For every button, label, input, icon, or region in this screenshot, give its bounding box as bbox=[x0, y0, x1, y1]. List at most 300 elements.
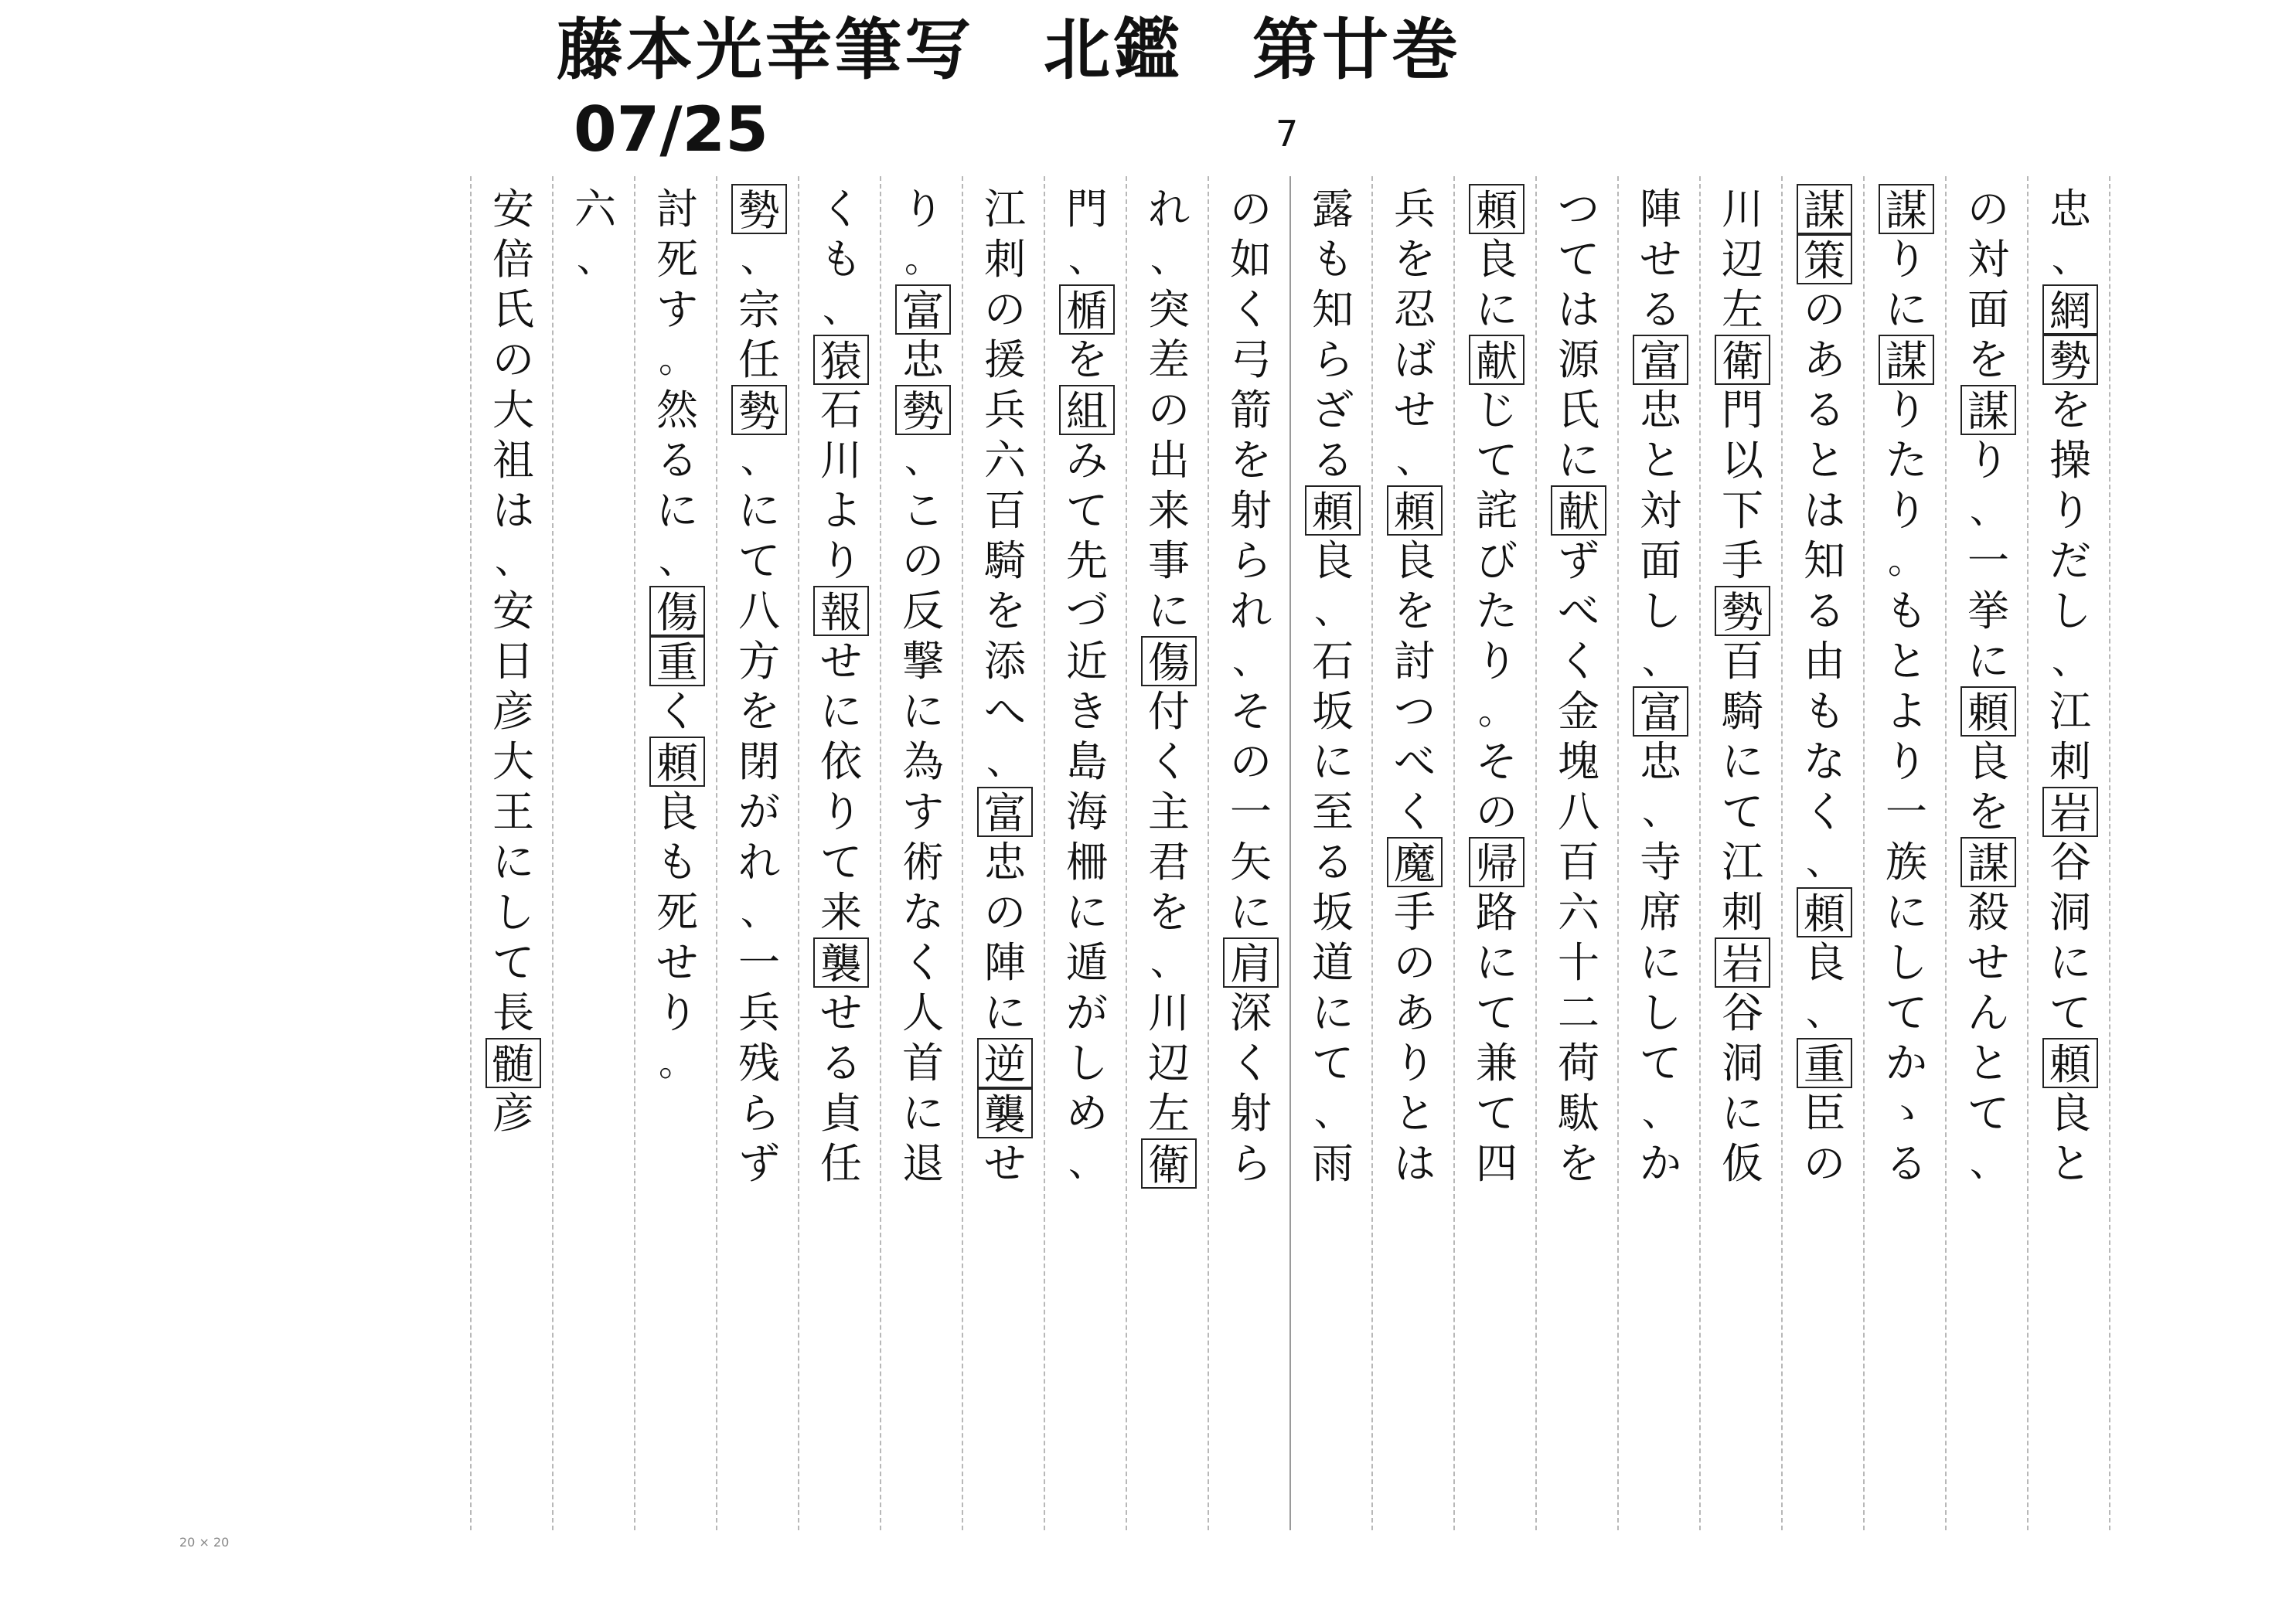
manuscript-character: し bbox=[1640, 587, 1681, 635]
center-fold-line bbox=[1289, 176, 1291, 1530]
manuscript-character: せ bbox=[1967, 938, 2009, 987]
manuscript-character: く bbox=[656, 687, 698, 736]
manuscript-character: 死 bbox=[656, 235, 698, 284]
manuscript-character: 組 bbox=[1059, 385, 1115, 435]
manuscript-character: 、 bbox=[822, 288, 860, 331]
manuscript-character: り bbox=[902, 185, 944, 233]
manuscript-character: の bbox=[1230, 737, 1272, 786]
manuscript-character: く bbox=[1230, 1039, 1272, 1087]
manuscript-column bbox=[1712, 184, 1773, 1529]
manuscript-character: 付 bbox=[1148, 687, 1190, 736]
manuscript-character: 富 bbox=[1633, 335, 1688, 385]
manuscript-character: て bbox=[1886, 988, 1927, 1037]
manuscript-character: 六 bbox=[574, 185, 616, 233]
column-guide-line bbox=[552, 176, 554, 1530]
manuscript-character: 十 bbox=[1558, 938, 1599, 987]
manuscript-character: た bbox=[1476, 587, 1518, 635]
manuscript-character: り bbox=[1476, 637, 1518, 686]
manuscript-character: 、 bbox=[1805, 991, 1843, 1034]
manuscript-character: が bbox=[1066, 988, 1108, 1037]
manuscript-character: 謀 bbox=[1879, 184, 1934, 234]
manuscript-character: 術 bbox=[902, 838, 944, 886]
manuscript-character: 、 bbox=[1641, 639, 1679, 682]
manuscript-character: と bbox=[1967, 1039, 2009, 1087]
manuscript-character: 陣 bbox=[984, 938, 1026, 987]
manuscript-character: 洞 bbox=[2049, 888, 2091, 937]
manuscript-character: に bbox=[1886, 285, 1927, 334]
manuscript-character: ざ bbox=[1312, 386, 1354, 434]
manuscript-column bbox=[1548, 184, 1610, 1529]
manuscript-character: 寺 bbox=[1640, 838, 1681, 886]
manuscript-character: 手 bbox=[1394, 888, 1436, 937]
manuscript-character: く bbox=[1230, 285, 1272, 334]
manuscript-character: を bbox=[2049, 386, 2091, 434]
manuscript-character: 日 bbox=[492, 637, 534, 686]
manuscript-character: ず bbox=[738, 1139, 780, 1188]
column-guide-line bbox=[1781, 176, 1783, 1530]
manuscript-character: も bbox=[820, 235, 862, 284]
manuscript-character: に bbox=[984, 988, 1026, 1037]
manuscript-character: に bbox=[1722, 737, 1763, 786]
manuscript-character: た bbox=[1886, 436, 1927, 485]
document-title: 藤本光幸筆写 北鑑 第廿巻 bbox=[557, 12, 1461, 89]
manuscript-character: 、 bbox=[1150, 237, 1187, 281]
manuscript-character: 対 bbox=[1967, 235, 2009, 284]
manuscript-character: じ bbox=[1476, 386, 1518, 434]
manuscript-character: 王 bbox=[492, 788, 534, 836]
manuscript-character: 衛 bbox=[1141, 1138, 1197, 1189]
manuscript-character: の bbox=[902, 536, 944, 585]
manuscript-column bbox=[2039, 184, 2101, 1529]
manuscript-character: 人 bbox=[902, 988, 944, 1037]
manuscript-character: 来 bbox=[1148, 486, 1190, 535]
manuscript-character: に bbox=[1476, 285, 1518, 334]
manuscript-column bbox=[1794, 184, 1855, 1529]
manuscript-character: 討 bbox=[656, 185, 698, 233]
column-guide-line bbox=[1126, 176, 1127, 1530]
manuscript-character: 、 bbox=[1395, 438, 1433, 481]
manuscript-character: づ bbox=[1066, 587, 1108, 635]
manuscript-character: 兵 bbox=[738, 988, 780, 1037]
column-guide-line bbox=[798, 176, 799, 1530]
manuscript-character: 。 bbox=[1477, 689, 1515, 733]
manuscript-character: 勢 bbox=[2042, 335, 2098, 385]
manuscript-character: り bbox=[656, 988, 698, 1037]
manuscript-character: 兵 bbox=[1394, 185, 1436, 233]
column-guide-line bbox=[1945, 176, 1947, 1530]
manuscript-character: る bbox=[1804, 587, 1845, 635]
manuscript-character: 騎 bbox=[984, 536, 1026, 585]
column-guide-line bbox=[1863, 176, 1865, 1530]
manuscript-character: ん bbox=[1967, 988, 2009, 1037]
manuscript-character: れ bbox=[1230, 587, 1272, 635]
manuscript-character: せ bbox=[820, 637, 862, 686]
manuscript-character: 一 bbox=[738, 938, 780, 987]
manuscript-character: 洞 bbox=[1722, 1039, 1763, 1087]
manuscript-character: る bbox=[1886, 1139, 1927, 1188]
manuscript-character: の bbox=[492, 335, 534, 384]
manuscript-character: を bbox=[738, 687, 780, 736]
manuscript-character: 猿 bbox=[813, 335, 869, 385]
manuscript-character: 、 bbox=[1969, 1142, 2007, 1185]
manuscript-character: 、 bbox=[904, 438, 942, 481]
manuscript-character: に bbox=[1967, 637, 2009, 686]
manuscript-character: 六 bbox=[984, 436, 1026, 485]
manuscript-character: 四 bbox=[1476, 1139, 1518, 1188]
manuscript-character: を bbox=[984, 587, 1026, 635]
manuscript-character: 、 bbox=[2051, 639, 2089, 682]
manuscript-character: 。 bbox=[1887, 539, 1925, 582]
manuscript-character: 、 bbox=[1641, 790, 1679, 833]
manuscript-character: 良 bbox=[1967, 737, 2009, 786]
manuscript-character: 、 bbox=[1313, 1091, 1351, 1135]
manuscript-character: 矢 bbox=[1230, 838, 1272, 886]
manuscript-character: 由 bbox=[1804, 637, 1845, 686]
manuscript-character: 、 bbox=[576, 237, 614, 281]
manuscript-character: 谷 bbox=[1722, 988, 1763, 1037]
manuscript-character: に bbox=[1640, 938, 1681, 987]
manuscript-character: 面 bbox=[1640, 536, 1681, 585]
manuscript-character: 駄 bbox=[1558, 1089, 1599, 1138]
manuscript-character: 金 bbox=[1558, 687, 1599, 736]
manuscript-character: 六 bbox=[1558, 888, 1599, 937]
manuscript-character: 弓 bbox=[1230, 335, 1272, 384]
manuscript-character: き bbox=[1066, 687, 1108, 736]
manuscript-character: 塊 bbox=[1558, 737, 1599, 786]
manuscript-character: り bbox=[2049, 486, 2091, 535]
manuscript-character: よ bbox=[820, 486, 862, 535]
manuscript-character: 島 bbox=[1066, 737, 1108, 786]
manuscript-column bbox=[974, 184, 1036, 1529]
manuscript-character: 下 bbox=[1722, 486, 1763, 535]
manuscript-character: 門 bbox=[1722, 386, 1763, 434]
manuscript-character: 対 bbox=[1640, 486, 1681, 535]
column-guide-line bbox=[1617, 176, 1619, 1530]
manuscript-character: て bbox=[1476, 1089, 1518, 1138]
manuscript-character: に bbox=[1312, 737, 1354, 786]
manuscript-character: 坂 bbox=[1312, 888, 1354, 937]
manuscript-character: 彦 bbox=[492, 1089, 534, 1138]
manuscript-character: は bbox=[1804, 486, 1845, 535]
manuscript-character: べ bbox=[1558, 587, 1599, 635]
manuscript-character: 、 bbox=[740, 438, 778, 481]
manuscript-character: り bbox=[820, 536, 862, 585]
column-guide-line bbox=[716, 176, 717, 1530]
manuscript-character: 勢 bbox=[895, 385, 951, 435]
manuscript-character: め bbox=[1066, 1089, 1108, 1138]
manuscript-character: に bbox=[1230, 888, 1272, 937]
manuscript-character: 祖 bbox=[492, 436, 534, 485]
manuscript-character: 死 bbox=[656, 888, 698, 937]
manuscript-character: 、 bbox=[1150, 941, 1187, 984]
manuscript-character: 安 bbox=[492, 185, 534, 233]
manuscript-character: も bbox=[1886, 587, 1927, 635]
manuscript-character: 射 bbox=[1230, 486, 1272, 535]
manuscript-character: 襲 bbox=[977, 1088, 1033, 1138]
manuscript-character: 差 bbox=[1148, 335, 1190, 384]
manuscript-character: り bbox=[820, 788, 862, 836]
manuscript-column bbox=[1220, 184, 1282, 1529]
manuscript-character: 辺 bbox=[1722, 235, 1763, 284]
manuscript-character: 、 bbox=[1231, 639, 1269, 682]
column-guide-line bbox=[1535, 176, 1537, 1530]
manuscript-character: 勢 bbox=[1715, 586, 1770, 636]
column-guide-line bbox=[1044, 176, 1045, 1530]
manuscript-column bbox=[1056, 184, 1118, 1529]
manuscript-character: 江 bbox=[2049, 687, 2091, 736]
manuscript-character: り bbox=[1967, 436, 2009, 485]
manuscript-character: り bbox=[1886, 486, 1927, 535]
manuscript-character: く bbox=[1394, 788, 1436, 836]
manuscript-character: 江 bbox=[1722, 838, 1763, 886]
manuscript-character: は bbox=[492, 486, 534, 535]
manuscript-character: と bbox=[1640, 436, 1681, 485]
manuscript-character: て bbox=[1476, 436, 1518, 485]
manuscript-character: 詫 bbox=[1476, 486, 1518, 535]
manuscript-character: そ bbox=[1476, 737, 1518, 786]
manuscript-character: の bbox=[1476, 788, 1518, 836]
manuscript-column bbox=[646, 184, 708, 1529]
manuscript-character: 出 bbox=[1148, 436, 1190, 485]
manuscript-character: の bbox=[1804, 1139, 1845, 1188]
manuscript-character: て bbox=[2049, 988, 2091, 1037]
manuscript-character: 謀 bbox=[1960, 837, 2016, 887]
manuscript-sheet bbox=[174, 176, 2118, 1530]
manuscript-character: へ bbox=[984, 687, 1026, 736]
sheet-grid-size-note: 20 × 20 bbox=[179, 1535, 230, 1550]
manuscript-character: し bbox=[1066, 1039, 1108, 1087]
manuscript-character: そ bbox=[1230, 687, 1272, 736]
manuscript-character: 手 bbox=[1722, 536, 1763, 585]
manuscript-column bbox=[1138, 184, 1200, 1529]
manuscript-character: の bbox=[1148, 386, 1190, 434]
manuscript-character: 貞 bbox=[820, 1089, 862, 1138]
manuscript-character: 、 bbox=[986, 740, 1024, 783]
manuscript-column bbox=[728, 184, 790, 1529]
manuscript-character: に bbox=[902, 1089, 944, 1138]
manuscript-character: 首 bbox=[902, 1039, 944, 1087]
manuscript-character: し bbox=[492, 888, 534, 937]
manuscript-character: 仮 bbox=[1722, 1139, 1763, 1188]
manuscript-character: 至 bbox=[1312, 788, 1354, 836]
manuscript-character: 君 bbox=[1148, 838, 1190, 886]
manuscript-character: を bbox=[1066, 335, 1108, 384]
manuscript-character: も bbox=[1804, 687, 1845, 736]
manuscript-character: 刺 bbox=[2049, 737, 2091, 786]
manuscript-character: し bbox=[1640, 988, 1681, 1037]
manuscript-character: 頼 bbox=[2042, 1038, 2098, 1088]
manuscript-character: 江 bbox=[984, 185, 1026, 233]
manuscript-character: 石 bbox=[1312, 637, 1354, 686]
manuscript-character: 反 bbox=[902, 587, 944, 635]
manuscript-character: べ bbox=[1394, 737, 1436, 786]
manuscript-column bbox=[1957, 184, 2019, 1529]
column-guide-line bbox=[1208, 176, 1209, 1530]
manuscript-character: を bbox=[1394, 235, 1436, 284]
manuscript-character: の bbox=[1967, 185, 2009, 233]
manuscript-character: 方 bbox=[738, 637, 780, 686]
manuscript-character: 殺 bbox=[1967, 888, 2009, 937]
manuscript-character: 突 bbox=[1148, 285, 1190, 334]
manuscript-character: 事 bbox=[1148, 536, 1190, 585]
manuscript-character: か bbox=[1886, 1039, 1927, 1087]
manuscript-character: 良 bbox=[656, 788, 698, 836]
manuscript-character: を bbox=[1558, 1139, 1599, 1188]
manuscript-column bbox=[1630, 184, 1691, 1529]
manuscript-character: 、 bbox=[658, 539, 696, 582]
manuscript-character: 岩 bbox=[2042, 787, 2098, 837]
manuscript-character: 。 bbox=[658, 1041, 696, 1084]
manuscript-character: て bbox=[1722, 788, 1763, 836]
manuscript-character: 頼 bbox=[1797, 887, 1852, 937]
column-guide-line bbox=[962, 176, 963, 1530]
manuscript-character: る bbox=[820, 1039, 862, 1087]
manuscript-character: に bbox=[820, 687, 862, 736]
manuscript-character: 知 bbox=[1804, 536, 1845, 585]
manuscript-character: あ bbox=[1804, 335, 1845, 384]
manuscript-character: 近 bbox=[1066, 637, 1108, 686]
manuscript-character: し bbox=[1886, 938, 1927, 987]
manuscript-character: 援 bbox=[984, 335, 1026, 384]
manuscript-character: 百 bbox=[984, 486, 1026, 535]
manuscript-character: も bbox=[1312, 235, 1354, 284]
manuscript-character: 大 bbox=[492, 386, 534, 434]
manuscript-character: 然 bbox=[656, 386, 698, 434]
column-guide-line bbox=[1699, 176, 1701, 1530]
manuscript-character: 忠 bbox=[2049, 185, 2091, 233]
manuscript-character: 彦 bbox=[492, 687, 534, 736]
manuscript-character: の bbox=[1394, 938, 1436, 987]
manuscript-character: 二 bbox=[1558, 988, 1599, 1037]
manuscript-character: 陣 bbox=[1640, 185, 1681, 233]
manuscript-character: の bbox=[984, 285, 1026, 334]
manuscript-character: 帰 bbox=[1469, 837, 1524, 887]
manuscript-character: に bbox=[1066, 888, 1108, 937]
manuscript-character: に bbox=[738, 486, 780, 535]
manuscript-character: れ bbox=[1148, 185, 1190, 233]
manuscript-character: 遁 bbox=[1066, 938, 1108, 987]
manuscript-character: 良 bbox=[1394, 536, 1436, 585]
manuscript-character: 良 bbox=[2049, 1089, 2091, 1138]
column-guide-line bbox=[634, 176, 635, 1530]
manuscript-character: す bbox=[656, 285, 698, 334]
manuscript-character: 柵 bbox=[1066, 838, 1108, 886]
manuscript-character: 任 bbox=[820, 1139, 862, 1188]
manuscript-character: 川 bbox=[1722, 185, 1763, 233]
manuscript-character: 、 bbox=[1068, 237, 1105, 281]
manuscript-character: る bbox=[1640, 285, 1681, 334]
manuscript-character: 一 bbox=[1967, 536, 2009, 585]
manuscript-character: 氏 bbox=[1558, 386, 1599, 434]
manuscript-character: く bbox=[1148, 737, 1190, 786]
manuscript-character: 傷 bbox=[1141, 636, 1197, 686]
column-guide-line bbox=[470, 176, 472, 1530]
manuscript-character: と bbox=[2049, 1139, 2091, 1188]
manuscript-character: 荷 bbox=[1558, 1039, 1599, 1087]
manuscript-character: 面 bbox=[1967, 285, 2009, 334]
manuscript-character: せ bbox=[984, 1139, 1026, 1188]
manuscript-character: と bbox=[1886, 637, 1927, 686]
manuscript-character: る bbox=[1804, 386, 1845, 434]
manuscript-character: ら bbox=[1230, 536, 1272, 585]
manuscript-character: を bbox=[1967, 788, 2009, 836]
manuscript-character: 大 bbox=[492, 737, 534, 786]
manuscript-character: 路 bbox=[1476, 888, 1518, 937]
manuscript-character: 、 bbox=[740, 890, 778, 934]
manuscript-character: 、 bbox=[1805, 840, 1843, 883]
manuscript-character: 宗 bbox=[738, 285, 780, 334]
manuscript-character: 。 bbox=[904, 237, 942, 281]
manuscript-character: 撃 bbox=[902, 637, 944, 686]
manuscript-character: 海 bbox=[1066, 788, 1108, 836]
manuscript-character: て bbox=[1066, 486, 1108, 535]
manuscript-character: せ bbox=[820, 988, 862, 1037]
manuscript-character: ゝ bbox=[1887, 1091, 1925, 1135]
manuscript-character: 良 bbox=[1804, 938, 1845, 987]
manuscript-character: 逆 bbox=[977, 1038, 1033, 1088]
manuscript-character: に bbox=[1476, 938, 1518, 987]
manuscript-character: て bbox=[1558, 235, 1599, 284]
manuscript-character: 源 bbox=[1558, 335, 1599, 384]
manuscript-character: 頼 bbox=[1305, 485, 1361, 536]
manuscript-character: 頼 bbox=[649, 737, 705, 787]
manuscript-column bbox=[1302, 184, 1364, 1529]
manuscript-character: を bbox=[1394, 587, 1436, 635]
manuscript-character: て bbox=[1640, 1039, 1681, 1087]
manuscript-character: 重 bbox=[1797, 1038, 1852, 1088]
manuscript-character: 頼 bbox=[1387, 485, 1443, 536]
manuscript-character: 石 bbox=[820, 386, 862, 434]
manuscript-character: 報 bbox=[813, 586, 869, 636]
manuscript-column bbox=[564, 184, 626, 1529]
manuscript-character: て bbox=[492, 938, 534, 987]
manuscript-character: 操 bbox=[2049, 436, 2091, 485]
manuscript-character: 謀 bbox=[1797, 184, 1852, 234]
manuscript-character: 傷 bbox=[649, 586, 705, 636]
manuscript-character: 八 bbox=[738, 587, 780, 635]
manuscript-character: 勢 bbox=[731, 385, 787, 435]
manuscript-character: 挙 bbox=[1967, 587, 2009, 635]
manuscript-character: 肩 bbox=[1223, 937, 1279, 988]
manuscript-character: つ bbox=[1394, 687, 1436, 736]
manuscript-column bbox=[1875, 184, 1937, 1529]
manuscript-character: 如 bbox=[1230, 235, 1272, 284]
manuscript-character: 以 bbox=[1722, 436, 1763, 485]
manuscript-character: 頼 bbox=[1960, 686, 2016, 737]
handwritten-page-number: 7 bbox=[1276, 113, 1299, 155]
manuscript-character: ら bbox=[738, 1089, 780, 1138]
manuscript-character: せ bbox=[1394, 386, 1436, 434]
manuscript-character: 来 bbox=[820, 888, 862, 937]
manuscript-character: て bbox=[1312, 1039, 1354, 1087]
manuscript-character: 網 bbox=[2042, 284, 2098, 335]
manuscript-character: 、 bbox=[1313, 589, 1351, 632]
manuscript-character: 百 bbox=[1558, 838, 1599, 886]
manuscript-character: 一 bbox=[1230, 788, 1272, 836]
document-date: 07/25 bbox=[574, 94, 768, 165]
manuscript-character: ず bbox=[1558, 536, 1599, 585]
manuscript-character: 雨 bbox=[1312, 1139, 1354, 1188]
manuscript-character: 策 bbox=[1797, 234, 1852, 284]
manuscript-character: 富 bbox=[977, 787, 1033, 837]
manuscript-character: に bbox=[902, 687, 944, 736]
manuscript-character: 楯 bbox=[1059, 284, 1115, 335]
manuscript-character: 岩 bbox=[1715, 937, 1770, 988]
manuscript-character: し bbox=[2049, 587, 2091, 635]
manuscript-character: 忠 bbox=[902, 335, 944, 384]
manuscript-character: 道 bbox=[1312, 938, 1354, 987]
manuscript-character: り bbox=[1886, 386, 1927, 434]
